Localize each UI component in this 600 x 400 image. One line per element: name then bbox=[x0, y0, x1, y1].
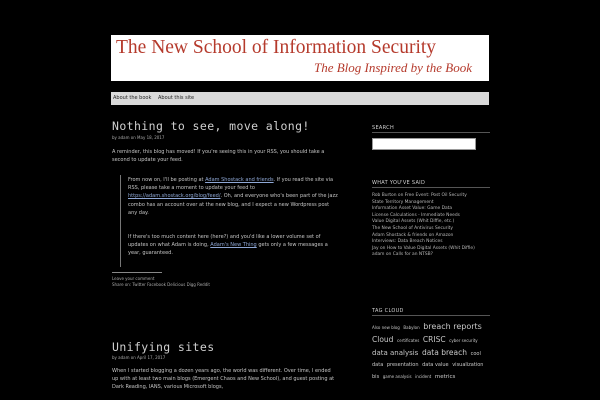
recent-comments-heading: WHAT YOU'VE SAID bbox=[372, 180, 426, 186]
nav-about-book[interactable]: About the book bbox=[113, 95, 152, 101]
text: From now on, I'll be posting at bbox=[128, 177, 206, 183]
recent-comment-item[interactable]: Jay on How to Value Digital Assets (Whit Diffie) bbox=[372, 245, 475, 251]
tag-link[interactable]: breach reports bbox=[423, 322, 482, 331]
text: If there's too much content here (here?) and you'd like a lower volume set of updates on what Adam is doing, bbox=[128, 234, 321, 249]
tag-link[interactable]: certificates bbox=[397, 338, 420, 343]
share-links[interactable]: Share on: Twitter Facebook Delicious Digg Reddit bbox=[112, 282, 210, 287]
recent-comment-item[interactable]: State Territory Management bbox=[372, 199, 434, 205]
tag-link[interactable]: CRISC bbox=[422, 335, 446, 344]
site-title[interactable]: The New School of Information Security bbox=[116, 37, 437, 58]
search-input[interactable] bbox=[372, 138, 476, 150]
tag-cloud bbox=[372, 321, 490, 383]
tag-link[interactable]: cool data bbox=[372, 351, 481, 368]
recent-comment-item[interactable]: adam on Calls for an NTSB? bbox=[372, 252, 433, 258]
recent-comment-item[interactable]: License Calculations - Immediate Needs bbox=[372, 212, 460, 218]
nav-bar bbox=[111, 92, 489, 105]
recent-comment-item[interactable]: Value Digital Assets (Whit Diffie, etc.) bbox=[372, 219, 455, 225]
tag-link[interactable]: Cloud bbox=[372, 335, 394, 344]
recent-comment-item[interactable]: Rob Burton on Free Event: Post Oil Security bbox=[372, 193, 467, 198]
tag-link[interactable]: data analysis bbox=[372, 349, 419, 357]
recent-comment-item[interactable]: Interviews: Data Breach Notices bbox=[372, 239, 443, 245]
post-title[interactable]: Nothing to see, move along! bbox=[112, 119, 310, 133]
recent-comments-list bbox=[372, 193, 490, 259]
divider bbox=[372, 315, 490, 316]
post-meta: by adam on April 17, 2017 bbox=[112, 355, 166, 360]
search-heading: SEARCH bbox=[372, 125, 395, 131]
tag-link[interactable]: bis bbox=[372, 374, 380, 380]
quote-paragraph bbox=[128, 233, 338, 258]
divider bbox=[372, 132, 490, 133]
tag-link[interactable]: data breach bbox=[421, 348, 467, 357]
comment-link[interactable]: Leave your comment bbox=[112, 276, 155, 281]
text: . If you read the site via RSS, please take a moment to update your feed to bbox=[128, 177, 334, 192]
quote-paragraph bbox=[128, 176, 338, 217]
tag-link[interactable]: metrics bbox=[434, 374, 456, 380]
text: gets only a few messages a year, guaranteed. bbox=[128, 242, 328, 257]
adams-new-thing-link[interactable]: Adam's New Thing bbox=[210, 242, 257, 249]
post-body: When I started blogging a dozen years ago, the world was different. Over time, I ended up with at least two main blogs (Emergent Chaos and New School), and guest posting at Dark Reading, IANS, various Microsoft blogs, bbox=[112, 368, 335, 390]
tag-cloud-heading: TAG CLOUD bbox=[372, 308, 404, 314]
tag-link[interactable]: Babylon bbox=[403, 325, 420, 330]
tag-link[interactable]: incident bbox=[415, 374, 432, 379]
feed-link[interactable]: https://adam.shostack.org/blog/feed/ bbox=[128, 193, 221, 200]
tag-link[interactable]: visualization bbox=[452, 362, 484, 368]
tag-link[interactable]: data value bbox=[422, 362, 449, 368]
blockquote-rule bbox=[120, 175, 121, 267]
adam-shostack-link[interactable]: Adam Shostack and friends bbox=[205, 177, 274, 183]
divider bbox=[372, 187, 490, 188]
post-separator bbox=[112, 272, 162, 273]
recent-comment-item[interactable]: Adam Shostack & friends on Amazon bbox=[372, 232, 454, 238]
tag-link[interactable]: Also new blog bbox=[372, 325, 400, 330]
post-meta: by adam on May 18, 2017 bbox=[112, 135, 165, 140]
recent-comment-item[interactable]: Information Asset Value: Game Data bbox=[372, 206, 453, 212]
site-header bbox=[111, 35, 489, 81]
text: . Oh, and everyone who's been part of the jazz combo has an account over at the new blog, and I expect a new Wordpress post any day. bbox=[128, 193, 338, 216]
nav-about-site[interactable]: About this site bbox=[158, 95, 195, 101]
site-tagline: The Blog Inspired by the Book bbox=[313, 60, 472, 75]
recent-comment-item[interactable]: The New School of Antivirus Security bbox=[372, 225, 453, 231]
tag-link[interactable]: presentation bbox=[386, 362, 419, 368]
tag-link[interactable]: game analysis bbox=[382, 374, 412, 379]
tag-link[interactable]: cyber security bbox=[449, 338, 478, 343]
post-intro: A reminder, this blog has moved! If you're seeing this in your RSS, you should take a second to update your feed. bbox=[112, 149, 325, 163]
post-title[interactable]: Unifying sites bbox=[112, 340, 215, 354]
